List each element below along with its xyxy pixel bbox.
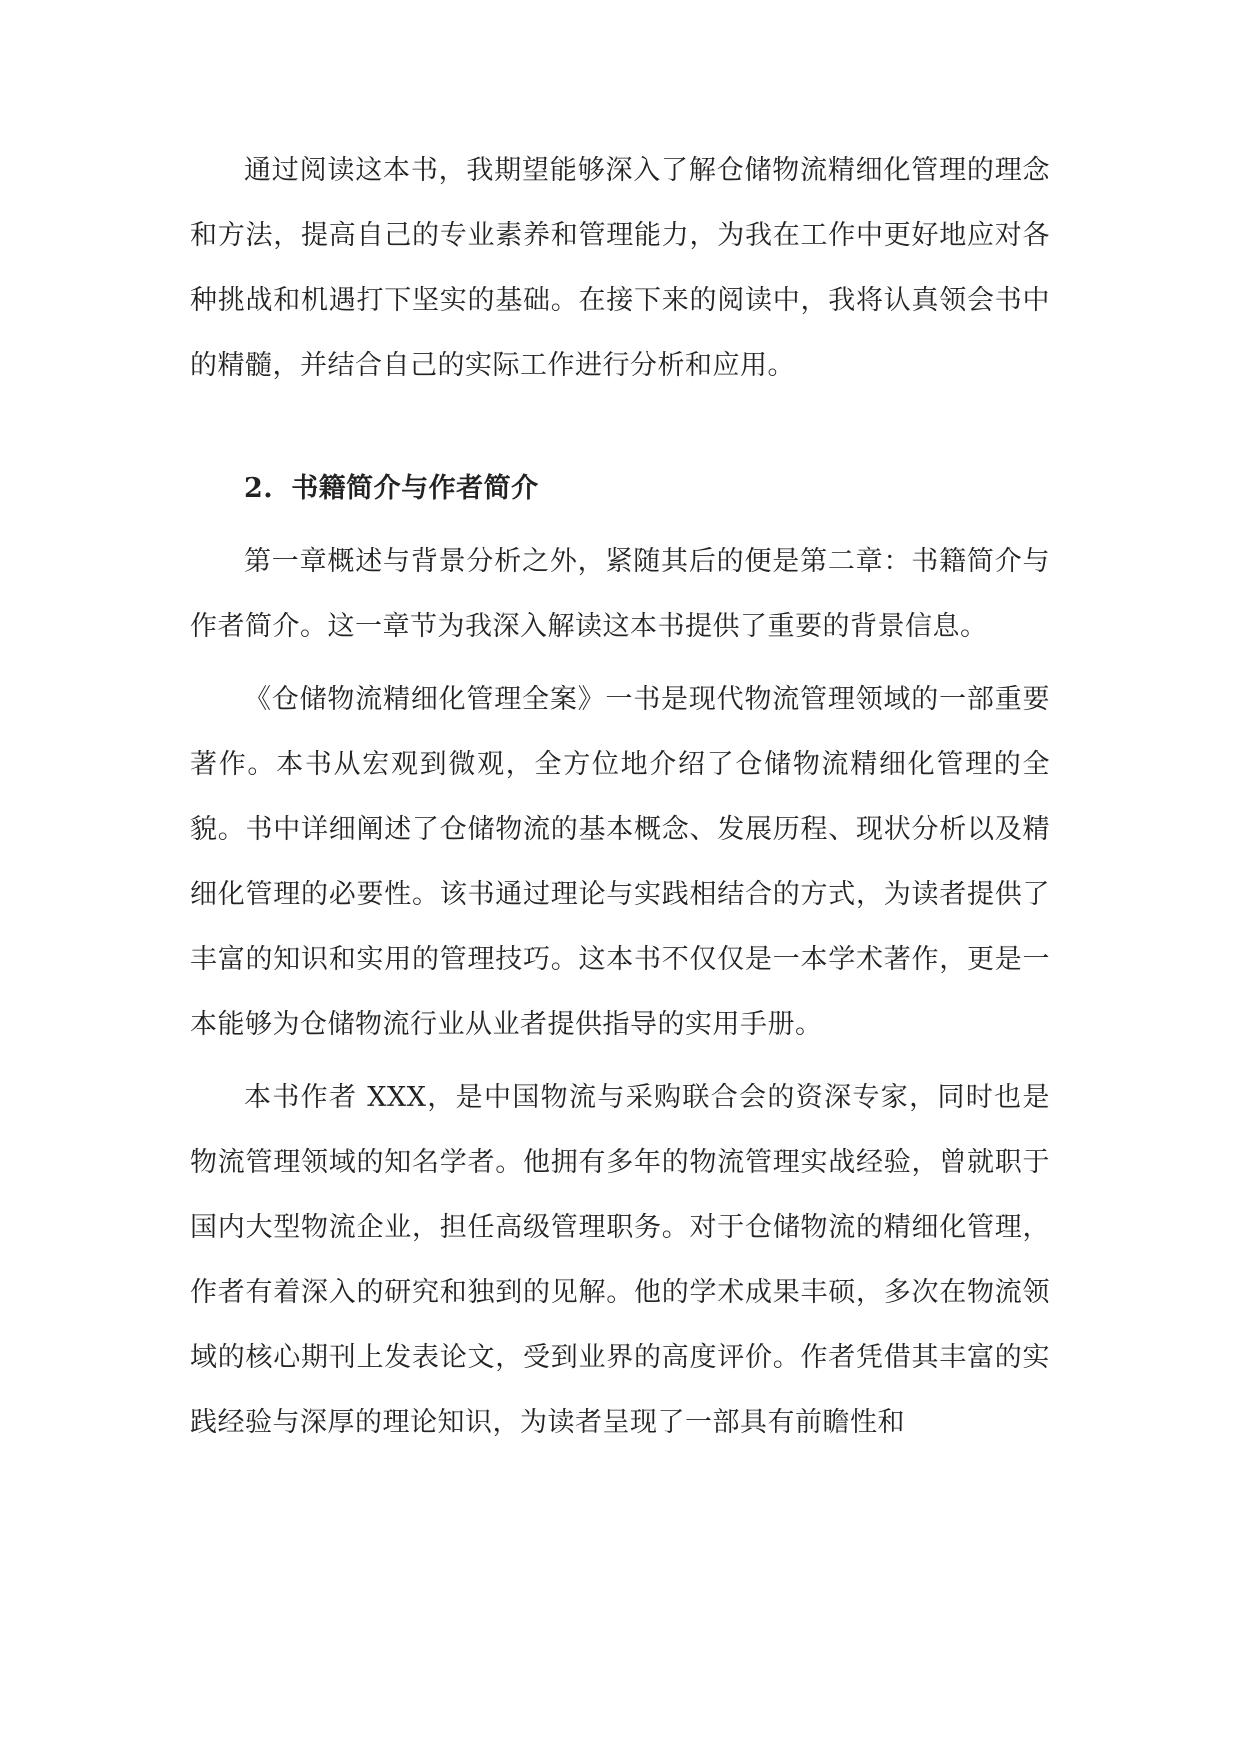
text-column <box>190 138 1050 1463</box>
intro-paragraph: 通过阅读这本书，我期望能够深入了解仓储物流精细化管理的理念和方法，提高自己的专业素养和管理能力，为我在工作中更好地应对各种挑战和机遇打下坚实的基础。在接下来的阅读中，我将认真领会书中的精髓，并结合自己的实际工作进行分析和应用。 <box>190 155 1050 381</box>
section-paragraph-2: 《仓储物流精细化管理全案》一书是现代物流管理领域的一部重要著作。本书从宏观到微观，全方位地介绍了仓储物流精细化管理的全貌。书中详细阐述了仓储物流的基本概念、发展历程、现状分析以及精细化管理的必要性。该书通过理论与实践相结合的方式，为读者提供了丰富的知识和实用的管理技巧。这本书不仅仅是一本学术著作，更是一本能够为仓储物流行业从业者提供指导的实用手册。 <box>190 684 1050 1040</box>
section-number: 2. <box>244 473 274 504</box>
section-title: 书籍简介与作者简介 <box>291 473 539 504</box>
section-paragraph-3: 本书作者 XXX，是中国物流与采购联合会的资深专家，同时也是物流管理领域的知名学者。他拥有多年的物流管理实战经验，曾就职于国内大型物流企业，担任高级管理职务。对于仓储物流的精细化管理，作者有着深入的研究和独到的见解。他的学术成果丰硕，多次在物流领域的核心期刊上发表论文，受到业界的高度评价。作者凭借其丰富的实践经验与深厚的理论知识，为读者呈现了一部具有前瞻性和 <box>190 1082 1050 1438</box>
section-paragraph-1: 第一章概述与背景分析之外，紧随其后的便是第二章：书籍简介与作者简介。这一章节为我深入解读这本书提供了重要的背景信息。 <box>190 546 1050 642</box>
section-heading <box>190 456 1050 521</box>
